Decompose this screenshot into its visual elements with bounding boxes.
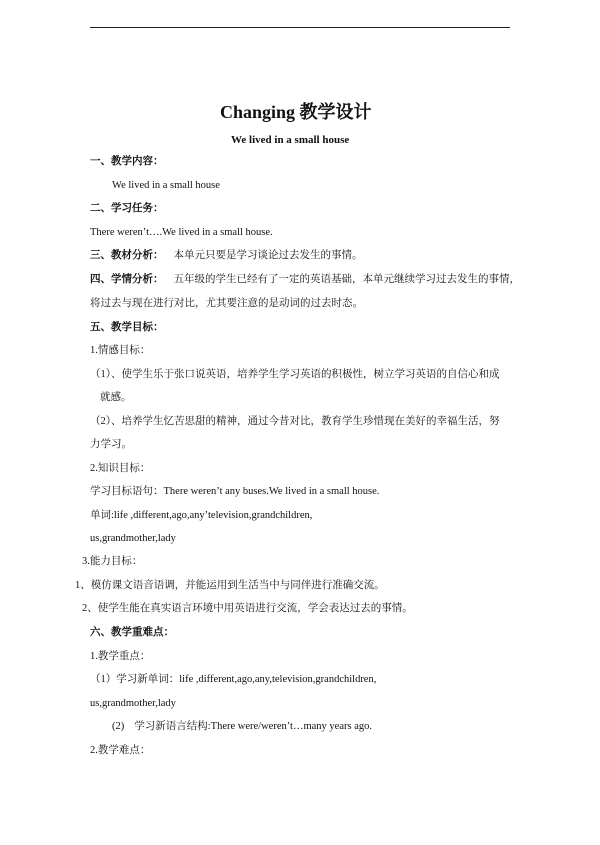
section-heading-goals: 五、教学目标： bbox=[90, 322, 164, 333]
key1-item1-line2: us,grandmother,lady bbox=[90, 698, 176, 709]
key1-heading: 1.教学重点： bbox=[90, 651, 151, 662]
key1-item2-number: (2) bbox=[112, 721, 125, 732]
goal1-item2-line1: （2）、培养学生忆苦思甜的精神，通过今昔对比，教育学生珍惜现在美好的幸福生活，努 bbox=[90, 416, 500, 427]
goal3-item1: 1、模仿课文语音语调，并能运用到生活当中与同伴进行准确交流。 bbox=[75, 580, 385, 591]
goal2-heading: 2.知识目标： bbox=[90, 463, 151, 474]
goal1-item1-line2: 就感。 bbox=[100, 392, 132, 403]
key2-heading: 2.教学难点： bbox=[90, 745, 151, 756]
section-heading-learner: 四、学情分析： bbox=[90, 274, 164, 285]
key1-item1-line1: （1）学习新单词：life ,different,ago,any,television,grandchildren, bbox=[90, 674, 377, 685]
goal2-sentences: 学习目标语句：There weren’t any buses.We lived in a small house. bbox=[90, 486, 380, 497]
task-text: There weren’t….We lived in a small house. bbox=[90, 227, 273, 238]
header-rule bbox=[90, 27, 510, 28]
document-subtitle: We lived in a small house bbox=[231, 134, 350, 146]
section-heading-key: 六、教学重难点： bbox=[90, 627, 174, 638]
section-heading-content: 一、教学内容： bbox=[90, 156, 164, 167]
document-title: Changing 教学设计 bbox=[220, 102, 372, 122]
goal3-heading: 3.能力目标： bbox=[82, 556, 143, 567]
learner-text-2: 将过去与现在进行对比，尤其要注意的是动词的过去时态。 bbox=[90, 298, 363, 309]
section-heading-task: 二、学习任务： bbox=[90, 203, 164, 214]
goal1-item1-line1: （1）、使学生乐于张口说英语，培养学生学习英语的积极性，树立学习英语的自信心和成 bbox=[90, 369, 500, 380]
key1-item2 bbox=[112, 720, 372, 734]
learner-line-1 bbox=[90, 273, 520, 287]
material-text: 本单元只要是学习谈论过去发生的事情。 bbox=[173, 250, 363, 261]
learner-text-1: 五年级的学生已经有了一定的英语基础，本单元继续学习过去发生的事情， bbox=[173, 274, 520, 285]
section-heading-material: 三、教材分析： bbox=[90, 250, 164, 261]
goal1-heading: 1.情感目标： bbox=[90, 345, 151, 356]
goal3-item2: 2、使学生能在真实语言环境中用英语进行交流，学会表达过去的事情。 bbox=[82, 603, 413, 614]
goal2-words-line2: us,grandmother,lady bbox=[90, 533, 176, 544]
goal1-item2-line2: 力学习。 bbox=[90, 439, 132, 450]
goal2-words-line1: 单词:life ,different,ago,any’television,grandchildren, bbox=[90, 510, 313, 521]
content-text: We lived in a small house bbox=[112, 180, 220, 191]
material-line bbox=[90, 249, 363, 263]
key1-item2-text: 学习新语言结构:There were/weren’t…many years ago. bbox=[134, 721, 372, 732]
